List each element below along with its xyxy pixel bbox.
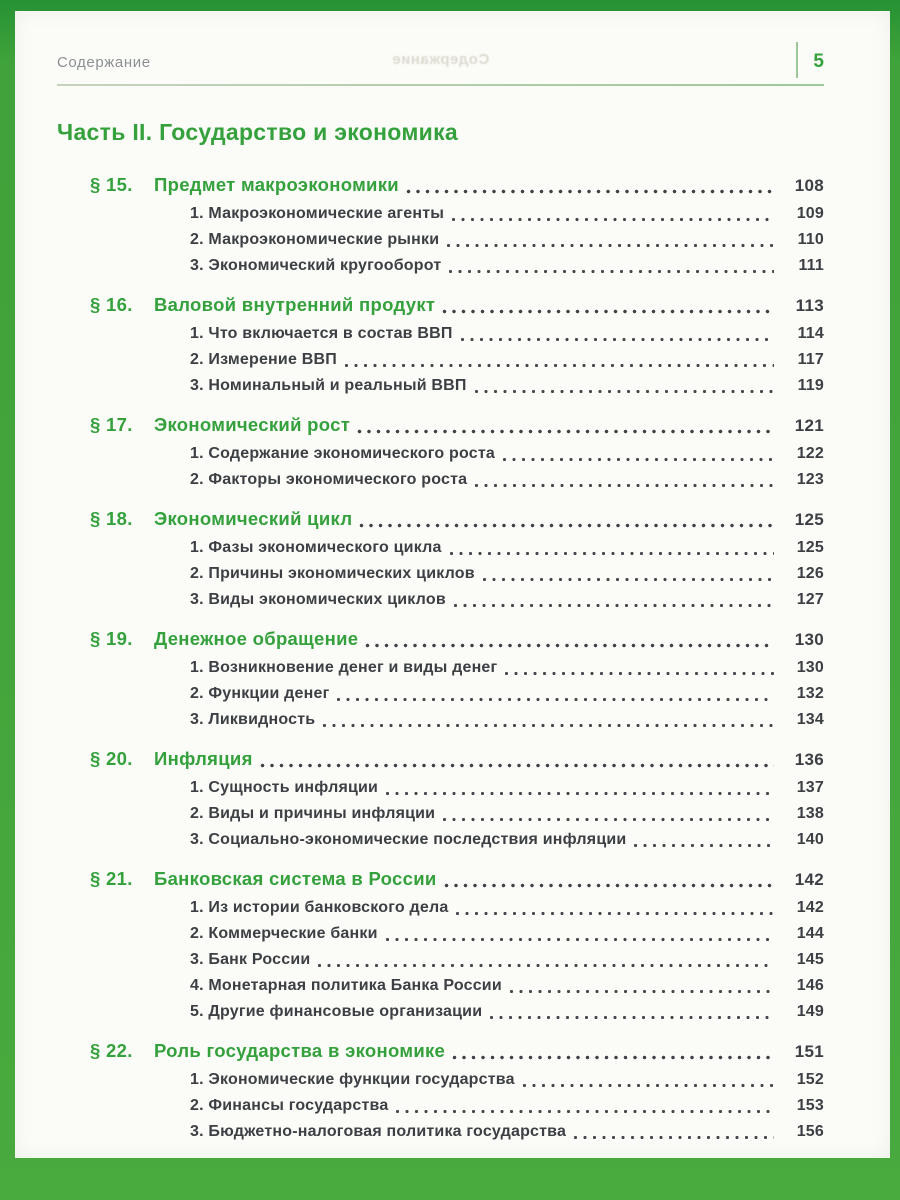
subsection-title: 2. Виды и причины инфляции (190, 805, 436, 822)
subsection-title: 3. Социально-экономические последствия инфляции (190, 831, 627, 848)
dot-leader (522, 1082, 774, 1089)
section-label: § 21. (90, 868, 133, 889)
pagenum-divider (796, 42, 798, 78)
toc-section (57, 745, 824, 853)
toc-subsection-entry (57, 827, 824, 853)
subsection-title: 2. Макроэкономические рынки (190, 231, 440, 248)
section-page-number: 121 (794, 416, 824, 435)
subsection-title: 1. Макроэкономические агенты (190, 205, 445, 222)
subsection-page-number: 142 (796, 899, 824, 916)
subsection-title: 2. Факторы экономического роста (190, 471, 468, 488)
subsection-page-number: 130 (796, 659, 824, 676)
subsection-page-number: 152 (796, 1071, 824, 1088)
subsection-page-number: 127 (796, 591, 824, 608)
toc-section (57, 1037, 824, 1145)
toc-subsection-entry (57, 561, 824, 587)
subsection-title: 4. Монетарная политика Банка России (190, 977, 502, 994)
section-page-number: 113 (795, 296, 824, 315)
subsection-page-number: 144 (796, 925, 824, 942)
toc-subsection-entry (57, 1067, 824, 1093)
dot-leader (448, 268, 774, 275)
dot-leader (444, 882, 774, 889)
subsection-page-number: 149 (796, 1003, 824, 1020)
subsection-page-number: 122 (796, 445, 824, 462)
section-page-number: 136 (794, 750, 824, 769)
toc-subsection-entry (57, 227, 824, 253)
subsection-title: 3. Ликвидность (190, 711, 316, 728)
page-header (57, 51, 824, 73)
subsection-page-number: 138 (796, 805, 824, 822)
toc-section (57, 291, 824, 399)
toc-subsection-entry (57, 921, 824, 947)
subsection-page-number: 126 (796, 565, 824, 582)
toc-section (57, 171, 824, 279)
section-page-number: 125 (794, 510, 824, 529)
subsection-page-number: 137 (796, 779, 824, 796)
part-title: Часть II. Государство и экономика (57, 119, 459, 145)
dot-leader (449, 550, 774, 557)
subsection-title: 3. Виды экономических циклов (190, 591, 446, 608)
subsection-title: 1. Содержание экономического роста (190, 445, 495, 462)
section-title: Предмет макроэкономики (154, 174, 399, 195)
dot-leader (260, 762, 774, 769)
section-page-number: 130 (794, 630, 824, 649)
subsection-page-number: 156 (796, 1123, 824, 1140)
dot-leader (573, 1134, 774, 1141)
page-content (15, 11, 890, 1158)
dot-leader (460, 336, 774, 343)
toc-subsection-entry (57, 441, 824, 467)
subsection-page-number: 109 (796, 205, 824, 222)
dot-leader (504, 670, 774, 677)
toc-subsection-entry (57, 535, 824, 561)
dot-leader (489, 1014, 774, 1021)
dot-leader (633, 842, 774, 849)
section-label: § 16. (90, 294, 133, 315)
subsection-page-number: 140 (796, 831, 824, 848)
header-rule (57, 84, 824, 86)
toc-subsection-entry (57, 467, 824, 493)
toc-subsection-entry (57, 373, 824, 399)
toc-section-entry (57, 291, 824, 320)
subsection-page-number: 146 (796, 977, 824, 994)
section-label: § 20. (90, 748, 133, 769)
subsection-page-number: 125 (796, 539, 824, 556)
dot-leader (317, 962, 774, 969)
dot-leader (385, 790, 774, 797)
section-label: § 18. (90, 508, 133, 529)
toc-section (57, 625, 824, 733)
subsection-page-number: 123 (796, 471, 824, 488)
subsection-title: 3. Бюджетно-налоговая политика государства (190, 1123, 567, 1140)
toc-subsection-entry (57, 775, 824, 801)
subsection-title: 3. Экономический кругооборот (190, 257, 442, 274)
toc-section-entry (57, 1037, 824, 1066)
subsection-title: 1. Сущность инфляции (190, 779, 379, 796)
subsection-page-number: 119 (797, 377, 824, 394)
toc-subsection-entry (57, 999, 824, 1025)
dot-leader (451, 216, 774, 223)
dot-leader (359, 522, 774, 529)
section-page-number: 151 (794, 1042, 824, 1061)
toc-section (57, 505, 824, 613)
toc-section (57, 411, 824, 493)
dot-leader (455, 910, 774, 917)
toc-subsection-entry (57, 201, 824, 227)
toc-subsection-entry (57, 1119, 824, 1145)
section-label: § 22. (90, 1040, 133, 1061)
dot-leader (442, 308, 774, 315)
dot-leader (357, 428, 774, 435)
dot-leader (385, 936, 774, 943)
subsection-title: 1. Что включается в состав ВВП (190, 325, 453, 342)
page-number: 5 (813, 51, 824, 72)
toc-subsection-entry (57, 655, 824, 681)
dot-leader (509, 988, 774, 995)
section-title: Банковская система в России (154, 868, 437, 889)
subsection-page-number: 153 (796, 1097, 824, 1114)
toc-subsection-entry (57, 947, 824, 973)
subsection-title: 2. Коммерческие банки (190, 925, 378, 942)
subsection-title: 3. Банк России (190, 951, 311, 968)
section-page-number: 108 (794, 176, 824, 195)
dot-leader (502, 456, 774, 463)
toc-subsection-entry (57, 321, 824, 347)
dot-leader (336, 696, 774, 703)
subsection-title: 1. Возникновение денег и виды денег (190, 659, 498, 676)
toc-subsection-entry (57, 707, 824, 733)
subsection-title: 2. Измерение ВВП (190, 351, 337, 368)
section-title: Инфляция (154, 748, 253, 769)
subsection-title: 2. Причины экономических циклов (190, 565, 475, 582)
toc-subsection-entry (57, 587, 824, 613)
subsection-page-number: 110 (797, 231, 824, 248)
subsection-title: 1. Фазы экономического цикла (190, 539, 442, 556)
dot-leader (482, 576, 774, 583)
subsection-page-number: 134 (796, 711, 824, 728)
toc-section (57, 865, 824, 1025)
toc-section-entry (57, 745, 824, 774)
dot-leader (344, 362, 774, 369)
toc-subsection-entry (57, 801, 824, 827)
toc-section-entry (57, 411, 824, 440)
dot-leader (442, 816, 774, 823)
dot-leader (395, 1108, 774, 1115)
subsection-title: 1. Экономические функции государства (190, 1071, 515, 1088)
book-page (15, 11, 890, 1158)
section-title: Роль государства в экономике (154, 1040, 446, 1061)
subsection-title: 2. Функции денег (190, 685, 330, 702)
section-label: § 15. (90, 174, 133, 195)
toc-section-entry (57, 505, 824, 534)
subsection-page-number: 111 (798, 257, 824, 274)
table-of-contents (57, 171, 824, 1145)
subsection-page-number: 145 (796, 951, 824, 968)
dot-leader (474, 482, 774, 489)
toc-subsection-entry (57, 1093, 824, 1119)
toc-subsection-entry (57, 973, 824, 999)
toc-section-entry (57, 171, 824, 200)
subsection-title: 2. Финансы государства (190, 1097, 389, 1114)
subsection-page-number: 114 (797, 325, 824, 342)
subsection-title: 1. Из истории банковского дела (190, 899, 449, 916)
toc-section-entry (57, 865, 824, 894)
dot-leader (406, 188, 774, 195)
toc-subsection-entry (57, 347, 824, 373)
toc-subsection-entry (57, 253, 824, 279)
subsection-title: 3. Номинальный и реальный ВВП (190, 377, 467, 394)
dot-leader (322, 722, 774, 729)
toc-subsection-entry (57, 895, 824, 921)
toc-section-entry (57, 625, 824, 654)
subsection-title: 5. Другие финансовые организации (190, 1003, 483, 1020)
section-title: Экономический цикл (154, 508, 353, 529)
section-title: Денежное обращение (154, 628, 359, 649)
dot-leader (452, 1054, 774, 1061)
dot-leader (365, 642, 774, 649)
dot-leader (474, 388, 774, 395)
subsection-page-number: 117 (797, 351, 824, 368)
running-title: Содержание (57, 54, 151, 71)
section-title: Экономический рост (154, 414, 351, 435)
showthrough-text: Содержание (391, 51, 490, 68)
section-page-number: 142 (794, 870, 824, 889)
dot-leader (453, 602, 774, 609)
dot-leader (446, 242, 774, 249)
section-label: § 17. (90, 414, 133, 435)
toc-subsection-entry (57, 681, 824, 707)
subsection-page-number: 132 (796, 685, 824, 702)
page-number-area (813, 51, 824, 73)
section-title: Валовой внутренний продукт (154, 294, 436, 315)
section-label: § 19. (90, 628, 133, 649)
